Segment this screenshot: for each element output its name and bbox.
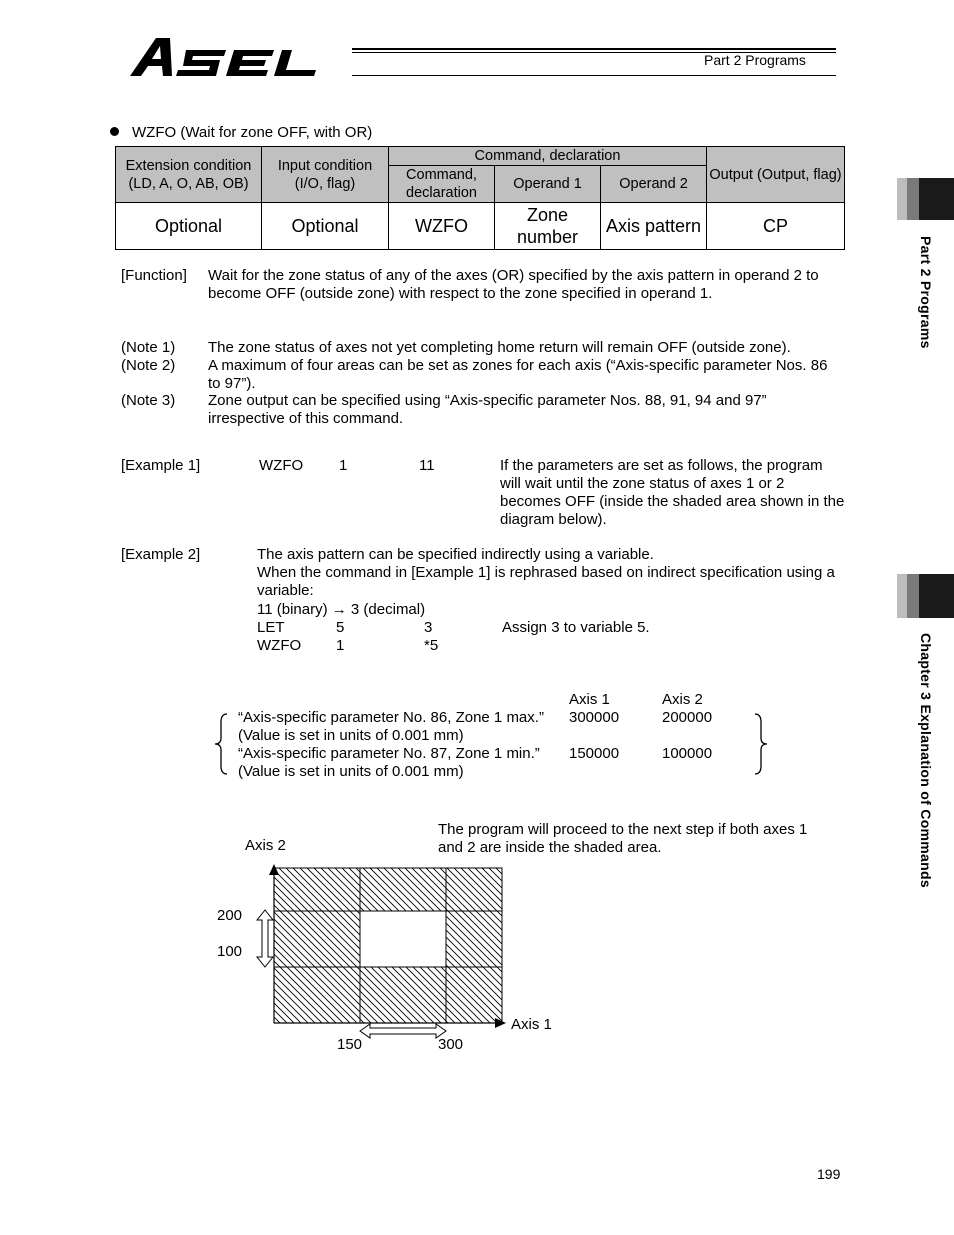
example-2-wzfo-operand-2: *5 bbox=[424, 637, 439, 654]
example-2-line-1: The axis pattern can be specified indirectly using a variable. bbox=[257, 546, 654, 563]
example-1-command: WZFO bbox=[259, 457, 304, 474]
example-2-let-comment: Assign 3 to variable 5. bbox=[502, 619, 650, 636]
example-2-line-2: When the command in [Example 1] is rephrased based on indirect specification using a variable: bbox=[257, 564, 835, 599]
note-3-text: Zone output can be specified using “Axis-specific parameter Nos. 88, 91, 94 and 97” irrespective of this command. bbox=[208, 392, 767, 427]
note-1-text: The zone status of axes not yet completing home return will remain OFF (outside zone). bbox=[208, 339, 791, 356]
example-1-operand-1: 1 bbox=[339, 457, 348, 474]
header-output: Output (Output, flag) bbox=[707, 147, 845, 203]
value-operand-1: Zone number bbox=[495, 203, 601, 250]
header-rule-bottom bbox=[352, 75, 836, 76]
example-1-operand-2: 11 bbox=[419, 457, 435, 474]
example-2-wzfo-command: WZFO bbox=[257, 637, 302, 654]
header-rule-top bbox=[352, 48, 836, 50]
example-2-let-command: LET bbox=[257, 619, 285, 636]
asel-logo bbox=[126, 32, 346, 80]
header-command: Command, declaration bbox=[389, 166, 495, 203]
header-command-group: Command, declaration bbox=[389, 147, 707, 166]
param-col-axis-2: Axis 2 bbox=[662, 691, 703, 708]
page-number: 199 bbox=[817, 1166, 841, 1182]
note-2-label: (Note 2) bbox=[121, 357, 176, 374]
param-row-1-axis-1: 300000 bbox=[569, 709, 620, 726]
header-operand-1: Operand 1 bbox=[495, 166, 601, 203]
diagram-x-tick-300: 300 bbox=[438, 1036, 464, 1053]
diagram-y-axis-label: Axis 2 bbox=[245, 837, 286, 854]
diagram-x-axis-label: Axis 1 bbox=[511, 1016, 552, 1033]
value-command: WZFO bbox=[389, 203, 495, 250]
diagram-y-tick-200: 200 bbox=[217, 907, 243, 924]
right-brace-icon bbox=[749, 712, 771, 776]
command-table bbox=[115, 146, 845, 250]
function-label: [Function] bbox=[121, 267, 187, 284]
header-operand-2: Operand 2 bbox=[601, 166, 707, 203]
sidebar-chapter-label: Chapter 3 Explanation of Commands bbox=[918, 633, 934, 888]
example-2-label: [Example 2] bbox=[121, 546, 201, 563]
example-2-wzfo-operand-1: 1 bbox=[336, 637, 345, 654]
example-1-label: [Example 1] bbox=[121, 457, 201, 474]
note-1-label: (Note 1) bbox=[121, 339, 176, 356]
value-output: CP bbox=[707, 203, 845, 250]
diagram-y-tick-100: 100 bbox=[217, 943, 243, 960]
param-row-1-axis-2: 200000 bbox=[662, 709, 713, 726]
example-2-conversion: 11 (binary) → 3 (decimal) bbox=[257, 601, 426, 618]
note-3-label: (Note 3) bbox=[121, 392, 176, 409]
diagram-x-tick-150: 150 bbox=[337, 1036, 363, 1053]
param-row-2-axis-1: 150000 bbox=[569, 745, 620, 762]
param-row-1-unit: (Value is set in units of 0.001 mm) bbox=[238, 727, 464, 744]
example-2-let-operand-2: 3 bbox=[424, 619, 433, 636]
command-heading: WZFO (Wait for zone OFF, with OR) bbox=[132, 124, 373, 141]
header-extension-condition: Extension condition (LD, A, O, AB, OB) bbox=[116, 147, 262, 203]
value-extension-condition: Optional bbox=[116, 203, 262, 250]
zone-diagram bbox=[250, 860, 512, 1040]
function-text: Wait for the zone status of any of the axes (OR) specified by the axis pattern in operand 2 to become OFF (outside zone) with respect to the zone specified in operand 1. bbox=[208, 267, 819, 302]
value-operand-2: Axis pattern bbox=[601, 203, 707, 250]
param-row-2-unit: (Value is set in units of 0.001 mm) bbox=[238, 763, 464, 780]
left-brace-icon bbox=[211, 712, 233, 776]
section-label: Part 2 Programs bbox=[704, 52, 806, 68]
diagram-caption: The program will proceed to the next step if both axes 1 and 2 are inside the shaded area. bbox=[438, 821, 808, 856]
header-input-condition: Input condition (I/O, flag) bbox=[262, 147, 389, 203]
x-range-arrow-icon bbox=[360, 1024, 446, 1038]
sidebar-part-label: Part 2 Programs bbox=[918, 236, 934, 349]
value-input-condition: Optional bbox=[262, 203, 389, 250]
note-2-text: A maximum of four areas can be set as zones for each axis (“Axis-specific parameter Nos. 86 to 97”). bbox=[208, 357, 828, 392]
example-1-description: If the parameters are set as follows, the program will wait until the zone status of axes 1 or 2 becomes OFF (inside the shaded area shown in the diagram below). bbox=[500, 457, 845, 528]
zone-1-area bbox=[360, 911, 446, 967]
param-row-2-axis-2: 100000 bbox=[662, 745, 713, 762]
param-row-1-name: “Axis-specific parameter No. 86, Zone 1 max.” bbox=[238, 709, 544, 726]
param-row-2-name: “Axis-specific parameter No. 87, Zone 1 min.” bbox=[238, 745, 540, 762]
example-2-let-operand-1: 5 bbox=[336, 619, 345, 636]
y-range-arrow-icon bbox=[257, 910, 273, 967]
param-col-axis-1: Axis 1 bbox=[569, 691, 610, 708]
bullet-icon bbox=[110, 127, 119, 136]
